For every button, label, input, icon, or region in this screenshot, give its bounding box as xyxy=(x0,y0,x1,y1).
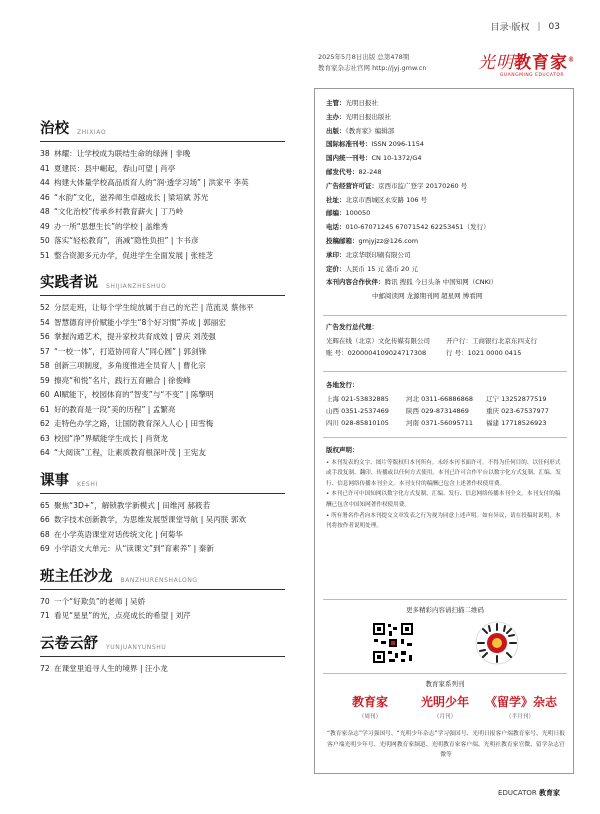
masthead-value: 《教育家》编辑部 xyxy=(345,126,395,135)
toc-entry[interactable] xyxy=(40,542,285,557)
entry-title: 整合资源多元办学，促进学生全面发展 | 张桂芝 xyxy=(54,250,214,260)
section-title: 班主任沙龙 xyxy=(40,568,113,585)
masthead-row xyxy=(326,263,566,277)
ad-agent-block xyxy=(326,321,566,359)
header-divider: | xyxy=(537,21,541,32)
section-heading xyxy=(40,635,285,657)
section-heading xyxy=(40,120,285,142)
entry-title: 擦亮“和悦”名片，践行五育融合 | 徐俊峰 xyxy=(54,375,191,385)
header-page-number: 03 xyxy=(548,21,560,32)
toc-entry[interactable] xyxy=(40,316,285,331)
entry-title: 掌握沟通艺术，提升家校共育成效 | 曾庆 刘茂强 xyxy=(54,332,216,341)
footer-english: EDUCATOR xyxy=(498,789,537,797)
toc-entry[interactable] xyxy=(40,162,285,177)
masthead-row xyxy=(326,180,566,194)
distribution-contact: 山西 0351-2537469 xyxy=(326,407,389,415)
toc-section xyxy=(40,120,285,263)
masthead-row xyxy=(326,166,566,180)
entry-page: 71 xyxy=(40,611,50,620)
masthead-row xyxy=(326,97,566,111)
entry-title: “文化治校”传承乡村教育薪火 | 丁乃岭 xyxy=(54,207,184,216)
toc-entry[interactable] xyxy=(40,359,285,374)
entry-page: 60 xyxy=(40,390,50,399)
masthead-label: 主办： xyxy=(326,112,346,121)
distribution-contact: 辽宁 13252877519 xyxy=(486,395,547,403)
logo-english: GUANGMING EDUCATOR xyxy=(499,73,564,78)
entry-title: 林耀：让学校成为联结生命的绿洲 | 非晚 xyxy=(54,149,191,158)
magazine-frequency: （半月刊） xyxy=(506,714,534,720)
toc-entry[interactable] xyxy=(40,147,285,162)
section-pinyin: BANZHURENSHALONG xyxy=(120,576,198,584)
toc-entry[interactable] xyxy=(40,374,285,389)
masthead-value: 010-67071245 67071542 62253451（发行） xyxy=(345,223,490,232)
magazine-logo: 《留学》杂志 xyxy=(485,695,558,709)
entry-page: 63 xyxy=(40,433,50,443)
section-title: 治校 xyxy=(40,121,69,137)
section-heading xyxy=(40,274,285,296)
toc-entry[interactable] xyxy=(40,176,285,191)
ad-agent-company: 光辉在线（北京）文化传媒有限公司 xyxy=(326,337,430,345)
ad-agent-bank: 开户行：工商银行北京东四支行 xyxy=(446,337,537,345)
masthead-label: 出版： xyxy=(326,126,346,135)
distribution-contact: 福建 17718526923 xyxy=(486,419,547,427)
series-title: 教育家系列刊 xyxy=(425,680,465,688)
masthead-value: CN 10-1372/G4 xyxy=(371,154,422,163)
entry-page: 68 xyxy=(40,529,50,539)
table-of-contents xyxy=(40,120,285,687)
entry-page: 66 xyxy=(40,515,50,524)
distribution-block xyxy=(326,379,566,429)
masthead-label: 定价： xyxy=(326,264,346,273)
section-title: 实践者说 xyxy=(40,275,98,291)
logo-registered-mark: ® xyxy=(568,56,575,64)
masthead-label: 邮编： xyxy=(326,209,346,218)
mini-program-code[interactable] xyxy=(475,621,519,665)
masthead-row xyxy=(326,111,566,125)
divider xyxy=(323,437,567,438)
masthead-label: 社址： xyxy=(326,195,346,204)
entry-title: 看见“星星”的光，点亮成长的希望 | 刘芹 xyxy=(54,611,191,620)
distribution-contact: 陕西 029-87314869 xyxy=(406,407,469,415)
logo-name: 教育家 xyxy=(514,53,568,73)
entry-page: 72 xyxy=(40,663,50,673)
distribution-contact: 河北 0311-66886868 xyxy=(406,395,474,403)
website-line[interactable]: 教育家杂志社官网 http://jyj.gmw.cn xyxy=(318,64,427,72)
entry-title: 在课堂里追寻人生的境界 | 汪小龙 xyxy=(54,663,168,673)
magazine-item[interactable] xyxy=(335,693,405,720)
divider xyxy=(323,371,567,372)
masthead-label: 电话： xyxy=(326,223,346,232)
toc-entry[interactable] xyxy=(40,446,285,461)
masthead-row xyxy=(326,138,566,152)
magazine-logo: 光明少年 xyxy=(420,695,469,709)
toc-section xyxy=(40,274,285,461)
magazine-item[interactable] xyxy=(485,693,558,720)
ad-agent-title: 广告发行总代理： xyxy=(326,323,378,331)
toc-section xyxy=(40,635,285,677)
toc-entry[interactable] xyxy=(40,662,285,677)
divider xyxy=(323,673,567,674)
entry-page: 44 xyxy=(40,178,50,187)
footer-title: 教育家 xyxy=(539,789,560,797)
masthead-label: 本刊内容合作伙伴： xyxy=(326,278,385,287)
entry-page: 61 xyxy=(40,404,50,414)
toc-entry[interactable] xyxy=(40,301,285,316)
masthead-value: 腾讯 搜狐 今日头条 中国知网（CNKI） xyxy=(384,278,498,287)
masthead-row xyxy=(326,125,566,139)
masthead-row xyxy=(326,221,566,235)
section-pinyin: ZHIXIAO xyxy=(77,129,107,136)
masthead-value: gmjyjzz@126.com xyxy=(358,236,419,245)
masthead-label: 承印： xyxy=(326,250,346,259)
entry-page: 52 xyxy=(40,303,50,312)
toc-entry[interactable] xyxy=(40,330,285,345)
header-section: 目录·版权 xyxy=(490,23,530,33)
ad-agent-bank-code: 行 号：1021 0000 0415 xyxy=(446,349,522,357)
entry-page: 51 xyxy=(40,250,50,260)
copyright-paragraph: • 所有署名作者向本刊提交文章发表之行为视为同意上述声明。如有异议，请在投稿时说明，本刊将按作者说明处理。 xyxy=(326,512,561,530)
entry-page: 64 xyxy=(40,448,50,457)
entry-page: 65 xyxy=(40,500,50,510)
toc-entry[interactable] xyxy=(40,499,285,514)
entry-page: 38 xyxy=(40,149,50,158)
masthead-row xyxy=(326,276,566,290)
channels-text: “教育家杂志”学习强国号、“光明少年杂志”学习强国号、光明日报客户端教育家号、光明日报客户端光明少年号、光明网教育家频道、光明教育家客户端、光明社教育家官微、留学杂志官微等 xyxy=(326,731,566,758)
distribution-title: 各地发行： xyxy=(326,381,359,389)
masthead-row xyxy=(326,152,566,166)
entry-page: 70 xyxy=(40,596,50,606)
entry-page: 49 xyxy=(40,221,50,231)
entry-page: 50 xyxy=(40,236,50,245)
publication-info xyxy=(318,52,426,74)
toc-entry[interactable] xyxy=(40,220,285,235)
masthead-label: 投稿邮箱： xyxy=(326,236,359,245)
masthead-row xyxy=(326,249,566,263)
entry-page: 58 xyxy=(40,361,50,370)
entry-title: 构建大体量学校高品质育人的“润·透学习场” | 洪家平 李英 xyxy=(54,178,249,187)
toc-entry[interactable] xyxy=(40,388,285,403)
magazine-series xyxy=(335,693,558,720)
masthead-value: 京西市监广登字 20170260 号 xyxy=(378,181,468,190)
entry-title: AI赋能下，校园体育的“智变”与“不变” | 陈擎明 xyxy=(54,390,214,399)
masthead-row xyxy=(326,194,566,208)
entry-title: 办一所“思想生长”的学校 | 盖维秀 xyxy=(54,221,168,231)
section-heading xyxy=(40,472,285,494)
entry-title: 一个“好欺负”的老师 | 吴娇 xyxy=(54,596,146,606)
distribution-contact: 四川 028-85810105 xyxy=(326,419,389,427)
entry-title: “大阅读”工程，让素质教育根深叶茂 | 王宪友 xyxy=(54,448,206,457)
section-pinyin: KESHI xyxy=(77,480,98,488)
entry-page: 62 xyxy=(40,419,50,428)
entry-page: 48 xyxy=(40,207,50,216)
entry-title: 数字技术创新教学，为思维发展型课堂导航 | 吴丙朕 郭欢 xyxy=(54,515,247,524)
masthead-label: 邮发代号： xyxy=(326,167,359,176)
toc-entry[interactable] xyxy=(40,432,285,447)
toc-entry[interactable] xyxy=(40,595,285,610)
entry-page: 56 xyxy=(40,332,50,341)
toc-entry[interactable] xyxy=(40,528,285,543)
entry-title: 走特色办学之路，让国防教育深入人心 | 田雪梅 xyxy=(54,419,214,428)
masthead xyxy=(326,97,566,304)
magazine-frequency: （周刊） xyxy=(358,714,382,720)
masthead-partners-cont: 中邮阅读网 龙源期刊网 超星网 博看网 xyxy=(372,292,483,301)
masthead-label: 主管： xyxy=(326,99,346,107)
entry-title: 校园“净”界赋能学生成长 | 肖贤龙 xyxy=(54,433,168,443)
entry-page: 69 xyxy=(40,544,50,553)
toc-entry[interactable] xyxy=(40,191,285,206)
copyright-notice xyxy=(326,445,566,532)
running-header xyxy=(491,20,560,33)
toc-entry[interactable] xyxy=(40,513,285,528)
entry-title: 落实“轻松教育”，消减“隐性负担” | 卞书彦 xyxy=(54,236,199,245)
toc-section xyxy=(40,472,285,557)
masthead-label: 国际标准刊号： xyxy=(326,140,372,149)
guangming-educator-logo xyxy=(478,48,575,80)
entry-page: 46 xyxy=(40,192,50,202)
masthead-value: 100050 xyxy=(345,209,371,218)
issue-date-line: 2025年5月8日出版 总第478期 xyxy=(318,53,410,61)
section-title: 课事 xyxy=(40,472,69,489)
entry-title: “一校一体”，打造协同育人“同心圆” | 郭剑锋 xyxy=(54,346,207,356)
magazine-logo: 教育家 xyxy=(351,695,388,709)
ad-agent-account: 账 号：0200004109024717308 xyxy=(326,349,427,357)
entry-page: 59 xyxy=(40,375,50,385)
wechat-qr-code[interactable] xyxy=(371,621,415,665)
toc-entry[interactable] xyxy=(40,609,285,624)
divider xyxy=(323,315,567,316)
masthead-value: 人民币 15 元 港币 20 元 xyxy=(345,264,418,273)
masthead-label: 广告经营许可证： xyxy=(326,181,378,190)
toc-entry[interactable] xyxy=(40,234,285,249)
masthead-value: 光明日报出版社 xyxy=(345,112,391,121)
masthead-value: 北京华联印刷有限公司 xyxy=(345,250,411,259)
entry-title: “水韵”文化，滋养师生卓越成长 | 梁培斌 苏光 xyxy=(54,192,209,202)
toc-section xyxy=(40,568,285,624)
entry-title: 好的教育是一段“美的历程” | 孟繁亮 xyxy=(54,404,176,414)
copyright-panel xyxy=(314,88,574,774)
masthead-value: 北京市西城区永安路 106 号 xyxy=(345,195,428,204)
logo-calligraphy: 光明 xyxy=(478,53,514,73)
masthead-row xyxy=(326,207,566,221)
entry-title: 智慧德育评价赋能小学生“8个好习惯”养成 | 郭丽宏 xyxy=(54,317,226,327)
magazine-frequency: （月刊） xyxy=(433,714,457,720)
section-pinyin: YUNJUANYUNSHU xyxy=(106,643,167,651)
entry-title: 分层走班，让每个学生绽放属于自己的光芒 | 范流灵 蔡伟平 xyxy=(54,303,254,312)
entry-title: 聚焦“3D+”，解锁教学新模式 | 田维河 郝筱若 xyxy=(54,500,211,510)
copyright-paragraph: • 本刊已许可中国知网以数字化方式复制、汇编、发行、信息网络传播本刊全文。本刊支付的稿酬已包含中国知网著作权使用费。 xyxy=(326,491,561,508)
distribution-contact: 重庆 023-67537977 xyxy=(486,407,549,415)
masthead-value: 光明日报社 xyxy=(345,99,378,107)
entry-title: 创新三项制度，多角度推进全员育人 | 曹化宗 xyxy=(54,361,206,370)
masthead-label: 国内统一刊号： xyxy=(326,154,372,163)
entry-title: 夏建民：县中崛起，春山可望 | 肖亭 xyxy=(54,163,176,173)
toc-entry[interactable] xyxy=(40,205,285,220)
masthead-value: 82-248 xyxy=(358,167,382,176)
copyright-title: 版权声明： xyxy=(326,446,359,454)
distribution-contact: 河南 0371-56095711 xyxy=(406,419,474,427)
entry-page: 57 xyxy=(40,346,50,356)
entry-title: 小学语文大单元：从“读课文”到“育素养” | 秦新 xyxy=(54,544,214,553)
entry-title: 在小学英语课堂对话传统文化 | 何菊华 xyxy=(54,529,183,539)
entry-page: 41 xyxy=(40,163,50,173)
page-footer xyxy=(498,788,560,798)
toc-entry[interactable] xyxy=(40,403,285,418)
copyright-paragraph: • 本刊发表的文字、图片等版权归本刊所有。未经本刊书面许可，不得为任何目的、以任何形式或手段复制、翻印、传播或以任何方式使用。本刊已许可合作平台以数字化方式复制、汇编、发行、信息网络传播本刊全文。本刊支付的稿酬已包含上述著作权使用费。 xyxy=(326,459,561,487)
toc-entry[interactable] xyxy=(40,249,285,264)
magazine-item[interactable] xyxy=(410,693,480,720)
section-title: 云卷云舒 xyxy=(40,635,98,652)
divider xyxy=(323,599,567,600)
section-pinyin: SHIJIANZHESHUO xyxy=(106,283,167,290)
entry-page: 54 xyxy=(40,317,50,327)
distribution-contact: 上海 021-53832885 xyxy=(326,395,389,403)
section-heading xyxy=(40,568,285,590)
toc-entry[interactable] xyxy=(40,345,285,360)
qr-caption: 更多精彩内容请扫描二维码 xyxy=(406,606,484,614)
masthead-value: ISSN 2096-1154 xyxy=(371,140,425,149)
masthead-row xyxy=(326,235,566,249)
toc-entry[interactable] xyxy=(40,417,285,432)
